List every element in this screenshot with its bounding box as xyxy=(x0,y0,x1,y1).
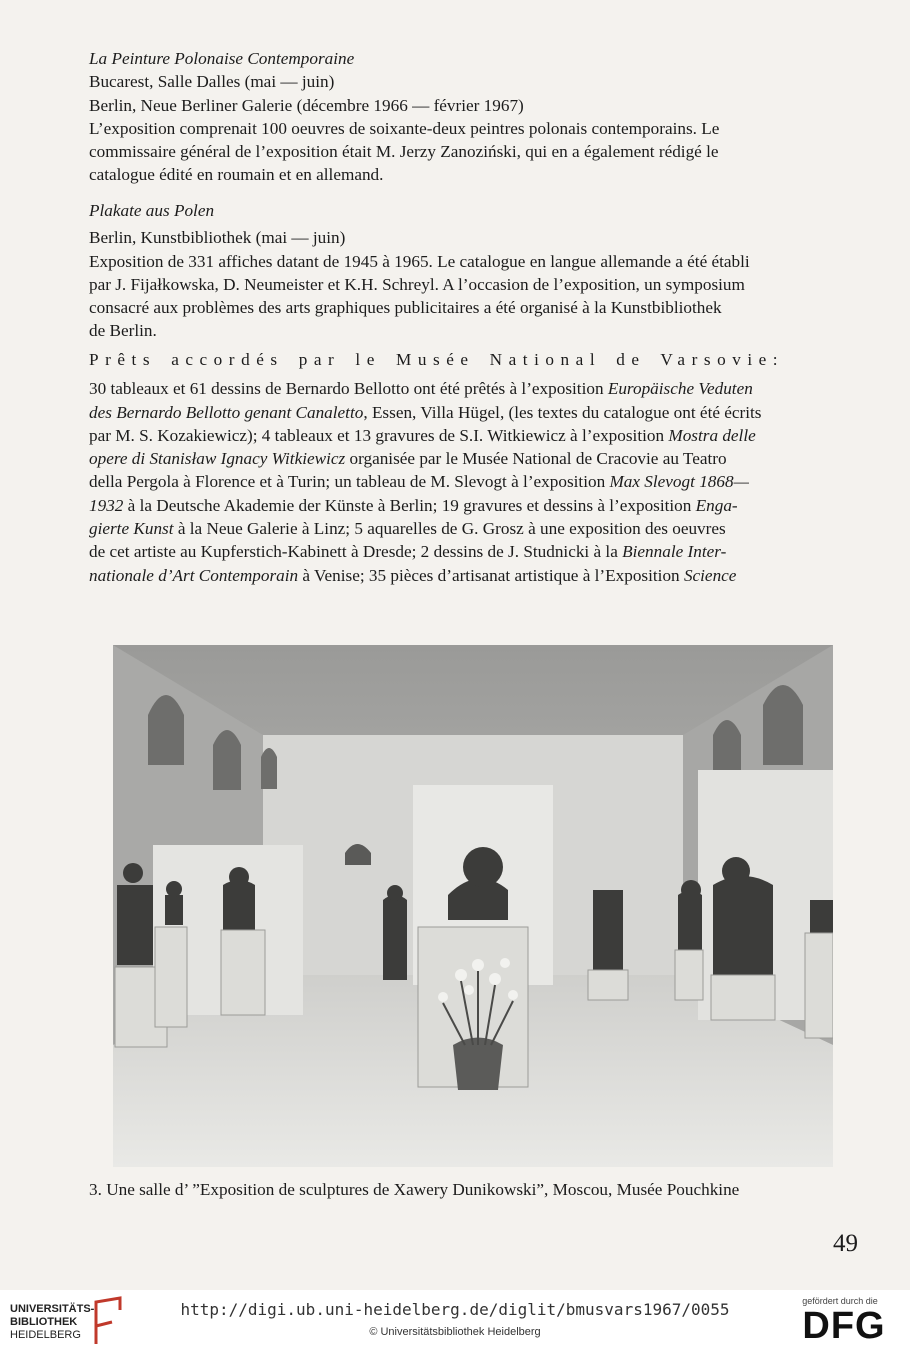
dfg-logo: DFG xyxy=(802,1305,886,1347)
copyright-notice: © Universitätsbibliothek Heidelberg xyxy=(369,1326,541,1338)
paragraph-line: 1932 à la Deutsche Akademie der Künste à Berlin; 19 gravures et dessins à l’exposition Enga- xyxy=(89,495,738,515)
exhibition-photo xyxy=(113,645,833,1167)
section-prets xyxy=(89,348,861,587)
section-plakate-aus-polen xyxy=(89,199,861,343)
paragraph-line: de cet artiste au Kupferstich-Kabinett à Dresde; 2 dessins de J. Studnicki à la Biennale Inter- xyxy=(89,542,727,562)
section-title: La Peinture Polonaise Contemporaine xyxy=(89,49,355,68)
paragraph-line: della Pergola à Florence et à Turin; un tableau de M. Slevogt à l’exposition Max Slevogt 1868— xyxy=(89,472,749,492)
paragraph-line: consacré aux problèmes des arts graphiques publicitaires a été organisé à la Kunstbibliothek xyxy=(89,298,722,318)
paragraph-line: par J. Fijałkowska, D. Neumeister et K.H. Schreyl. A l’occasion de l’exposition, un symposium xyxy=(89,274,745,294)
paragraph-line: par M. S. Kozakiewicz); 4 tableaux et 13 gravures de S.I. Witkiewicz à l’exposition Mostra delle xyxy=(89,425,756,445)
permalink[interactable]: http://digi.ub.uni-heidelberg.de/diglit/bmusvars1967/0055 xyxy=(180,1300,730,1319)
paragraph-line: catalogue édité en roumain et en allemand. xyxy=(89,165,384,185)
venue-line: Bucarest, Salle Dalles (mai — juin) xyxy=(89,72,335,92)
section-heading: Prêts accordés par le Musée National de Varsovie: xyxy=(89,350,785,369)
library-logo: UNIVERSITÄTS- BIBLIOTHEK HEIDELBERG xyxy=(10,1303,95,1341)
venue-line: Berlin, Kunstbibliothek (mai — juin) xyxy=(89,228,346,248)
photo-caption: 3. Une salle d’ ”Exposition de sculptures de Xawery Dunikowski”, Moscou, Musée Pouchkine xyxy=(89,1180,740,1199)
paragraph-line: opere di Stanisław Ignacy Witkiewicz organisée par le Musée National de Cracovie au Teatro xyxy=(89,449,727,469)
paragraph-line: nationale d’Art Contemporain à Venise; 35 pièces d’artisanat artistique à l’Exposition Science xyxy=(89,565,737,585)
paragraph-line: Exposition de 331 affiches datant de 1945 à 1965. Le catalogue en langue allemande a été établi xyxy=(89,251,750,271)
paragraph-line: commissaire général de l’exposition était M. Jerzy Zanoziński, qui en a également rédigé le xyxy=(89,142,719,162)
page-number: 49 xyxy=(833,1230,858,1257)
paragraph-line: de Berlin. xyxy=(89,321,157,341)
paragraph-line: 30 tableaux et 61 dessins de Bernardo Bellotto ont été prêtés à l’exposition Europäische Veduten xyxy=(89,379,753,399)
section-title: Plakate aus Polen xyxy=(89,201,215,220)
paragraph-line: L’exposition comprenait 100 oeuvres de soixante-deux peintres polonais contemporains. Le xyxy=(89,118,720,138)
funding-note: gefördert durch die xyxy=(802,1296,878,1306)
section-peinture-polonaise xyxy=(89,47,861,187)
venue-line: Berlin, Neue Berliner Galerie (décembre 1966 — février 1967) xyxy=(89,95,524,115)
paragraph-line: gierte Kunst à la Neue Galerie à Linz; 5 aquarelles de G. Grosz à une exposition des oeuvres xyxy=(89,519,726,539)
paragraph-line: des Bernardo Bellotto genant Canaletto, Essen, Villa Hügel, (les textes du catalogue ont été écrits xyxy=(89,402,762,422)
